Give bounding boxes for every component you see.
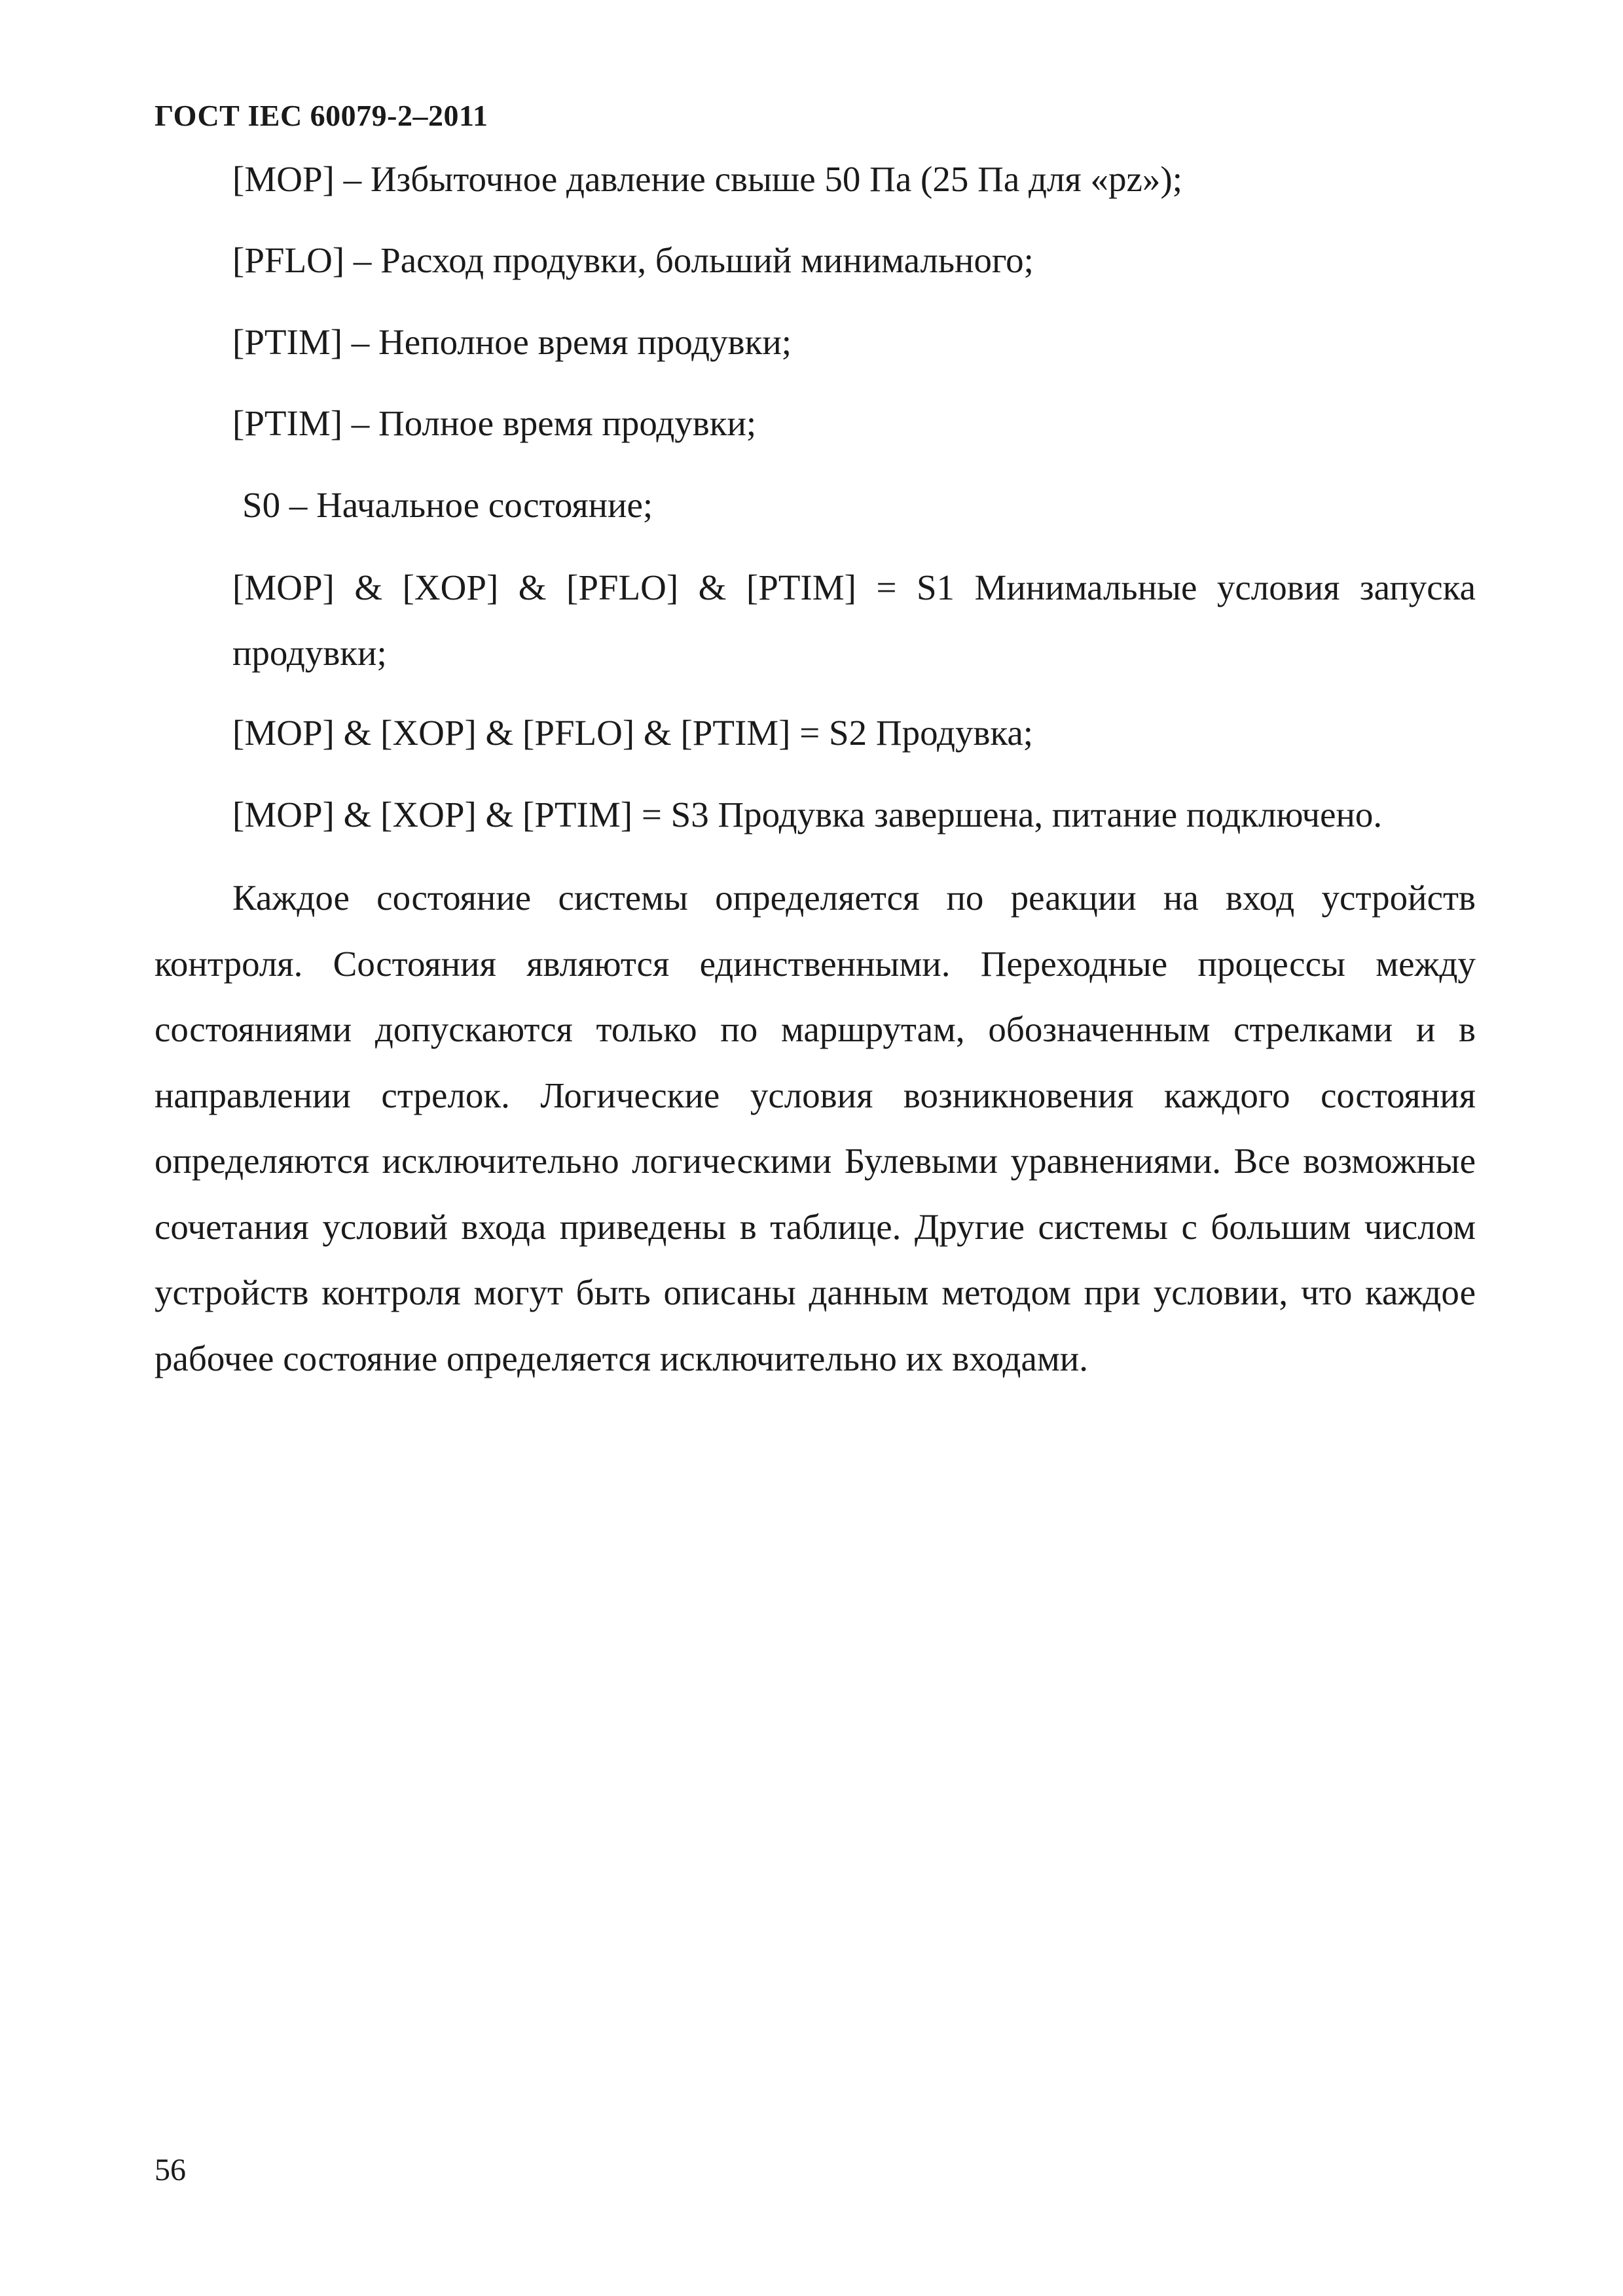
- page-number: 56: [155, 2153, 186, 2187]
- definition-line: [PTIM] – Неполное время продувки;: [232, 322, 792, 362]
- definition-line: [MOP] – Избыточное давление свыше 50 Па (25 Па для «pz»);: [232, 159, 1182, 199]
- definition-line: [MOP] & [XOP] & [PFLO] & [PTIM] = S2 Продувка;: [232, 713, 1034, 753]
- definition-line: [MOP] & [XOP] & [PFLO] & [PTIM] = S1 Минимальные условия запуска продувки;: [232, 567, 1476, 673]
- document-header: ГОСТ IEC 60079-2–2011: [155, 99, 488, 132]
- body-paragraph: Каждое состояние системы определяется по реакции на вход устройств контроля. Состояния являются единственными. Переходные процессы между состояниями допускаются только по маршрутам, обозначенным стрелками и в направлении стрелок. Логические условия возникновения каждого состояния определяются исключительно логическими Булевыми уравнениями. Все возможные сочетания условий входа приведены в таблице. Другие системы с большим числом устройств контроля могут быть описаны данным методом при условии, что каждое рабочее состояние определяется исключительно их входами.: [155, 878, 1476, 1378]
- definition-line: [MOP] & [XOP] & [PTIM] = S3 Продувка завершена, питание подключено.: [232, 795, 1383, 834]
- definition-line: [PTIM] – Полное время продувки;: [232, 403, 757, 443]
- definition-line: S0 – Начальное состояние;: [242, 485, 653, 525]
- definition-line: [PFLO] – Расход продувки, больший минимального;: [232, 240, 1034, 280]
